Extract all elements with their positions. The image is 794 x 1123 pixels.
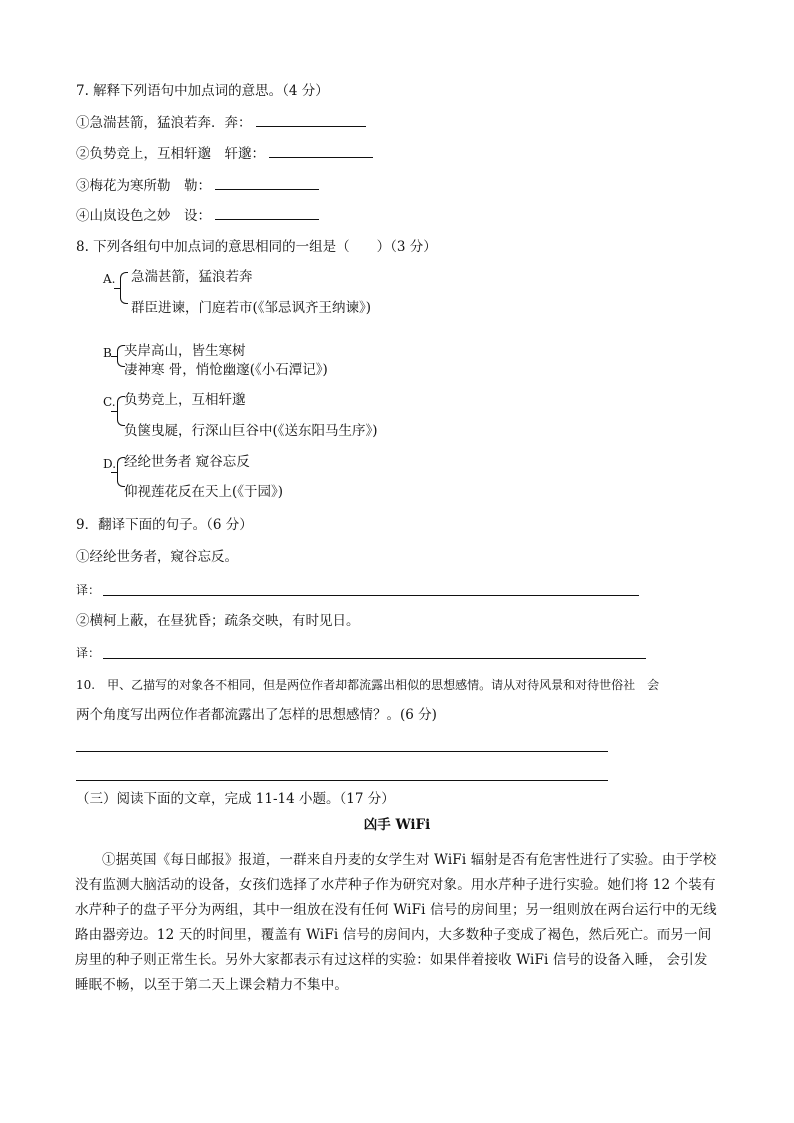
q8-option-b-letter: B <box>103 346 112 360</box>
brace-icon <box>120 272 128 304</box>
q9-header: 9．翻译下面的句子。（6 分） <box>76 517 253 533</box>
q8-option-c-line1: 负势竞上，互相轩邈 <box>124 392 246 408</box>
q9-translate-label-2: 译： <box>76 646 101 660</box>
answer-line[interactable] <box>76 751 608 752</box>
answer-blank[interactable] <box>215 177 319 190</box>
answer-blank[interactable] <box>256 114 366 127</box>
q8-option-d-line2: 仰视莲花反在天上(《于园》) <box>124 484 284 500</box>
q10-line-2: 两个角度写出两位作者都流露出了怎样的思想感情？。(6 分) <box>76 707 437 723</box>
q9-sentence-2: ②横柯上蔽，在昼犹昏；疏条交映，有时见日。 <box>76 613 360 629</box>
q8-option-d-letter: D. <box>103 457 117 471</box>
q7-item-2-text: ②负势竞上，互相轩邈 轩邈： <box>76 146 265 162</box>
article-title: 凶手 WiFi <box>363 817 431 833</box>
q8-option-a-letter: A. <box>103 272 116 286</box>
q8-header: 8. 下列各组句中加点词的意思相同的一组是（ ）（3 分） <box>76 239 437 255</box>
answer-line[interactable] <box>103 658 646 659</box>
q8-option-b-line2: 凄神寒 骨，悄怆幽邃(《小石潭记》) <box>124 362 328 378</box>
q8-option-c-letter: C. <box>103 395 116 409</box>
q7-item-3 <box>76 177 319 195</box>
q8-option-a-line1: 急湍甚箭，猛浪若奔 <box>131 269 253 285</box>
article-paragraph-1: ①据英国《每日邮报》报道，一群来自丹麦的女学生对 WiFi 辐射是否有危害性进行了实验。由于学校没有监测大脑活动的设备，女孩们选择了水芹种子作为研究对象。用水芹种子进行实验。她们将 12 个装有水芹种子的盘子平分为两组，其中一组放在没有任何 WiFi 信号的房间里；另一组则放在两台运行中的无线路由器旁边。12 天的时间里，覆盖有 WiFi 信号的房间内，大多数种子变成了褐色，然后死亡。而另一间房里的种子则正常生长。另外大家都表示有过这样的实验：如果伴着接收 WiFi 信号的设备入睡， 会引发睡眠不畅，以至于第二天上课会精力不集中。 <box>75 852 717 993</box>
q8-option-b-line1: 夹岸高山，皆生寒树 <box>124 343 246 359</box>
q7-header: 7. 解释下列语句中加点词的意思。（4 分） <box>76 83 329 99</box>
q7-item-4-text: ④山岚设色之妙 设： <box>76 208 211 224</box>
q7-item-4 <box>76 207 319 225</box>
answer-blank[interactable] <box>269 145 373 158</box>
answer-line[interactable] <box>103 595 639 596</box>
q9-sentence-1: ①经纶世务者，窥谷忘反。 <box>76 549 238 565</box>
answer-line[interactable] <box>76 780 608 781</box>
q9-translate-label-1: 译： <box>76 583 101 597</box>
q10-line-1: 10. 甲、乙描写的对象各不相同，但是两位作者却都流露出相似的思想感情。请从对待风景和对待世俗社 会 <box>76 678 660 692</box>
section3-header: （三）阅读下面的文章，完成 11-14 小题。（17 分） <box>76 791 395 807</box>
q8-option-a-line2: 群臣进谏，门庭若市(《邹忌讽齐王纳谏》) <box>131 300 372 316</box>
q8-option-c-line2: 负箧曳屣，行深山巨谷中(《送东阳马生序》) <box>124 423 378 439</box>
q7-item-1-text: ①急湍甚箭，猛浪若奔．奔： <box>76 115 252 131</box>
answer-blank[interactable] <box>215 207 319 220</box>
q8-option-d-line1: 经纶世务者 窥谷忘反 <box>124 454 250 470</box>
q7-item-3-text: ③梅花为寒所勒 勒： <box>76 178 211 194</box>
q7-item-2 <box>76 145 373 163</box>
q7-item-1 <box>76 114 366 132</box>
